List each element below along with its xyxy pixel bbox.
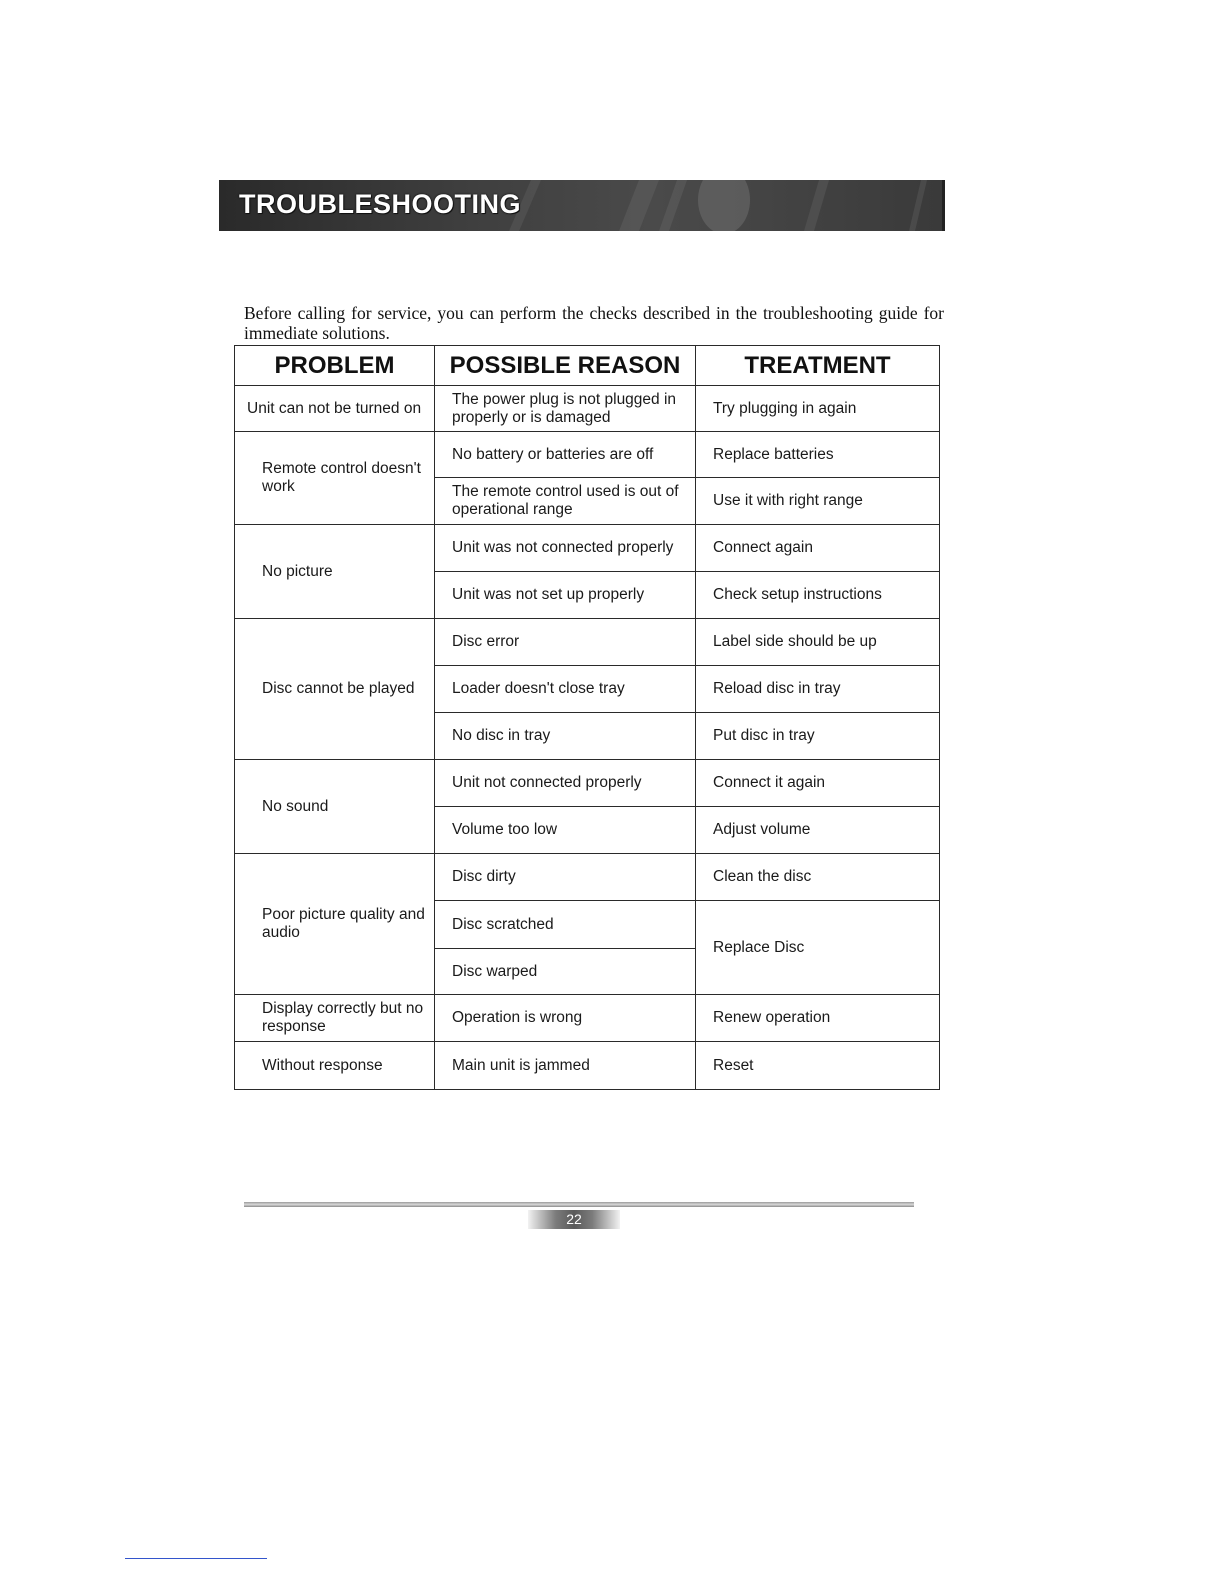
reason-cell: Main unit is jammed [435, 1042, 696, 1090]
reason-cell: Operation is wrong [435, 995, 696, 1042]
problem-cell: Poor picture quality and audio [235, 854, 435, 995]
table-row [235, 760, 940, 807]
reason-cell: No disc in tray [435, 713, 696, 760]
problem-cell: No picture [235, 525, 435, 619]
problem-cell: Display correctly but no response [235, 995, 435, 1042]
table-row [235, 995, 940, 1042]
table-header-row [235, 346, 940, 386]
troubleshooting-table [234, 345, 940, 1090]
reason-cell: Disc error [435, 619, 696, 666]
reason-cell: Unit was not connected properly [435, 525, 696, 572]
problem-cell: Disc cannot be played [235, 619, 435, 760]
footer-divider [244, 1202, 914, 1207]
problem-cell: No sound [235, 760, 435, 854]
treatment-cell: Put disc in tray [696, 713, 940, 760]
reason-cell: Loader doesn't close tray [435, 666, 696, 713]
treatment-cell: Use it with right range [696, 478, 940, 525]
reason-cell: Disc dirty [435, 854, 696, 901]
reason-cell: Disc scratched [435, 901, 696, 949]
treatment-cell: Try plugging in again [696, 386, 940, 432]
treatment-cell: Connect again [696, 525, 940, 572]
treatment-cell: Clean the disc [696, 854, 940, 901]
reason-cell: Volume too low [435, 807, 696, 854]
problem-cell: Remote control doesn't work [235, 432, 435, 525]
page-title: TROUBLESHOOTING [239, 189, 521, 219]
header-treatment: TREATMENT [696, 346, 940, 386]
intro-paragraph: Before calling for service, you can perform the checks described in the troubleshooting guide for immediate solutions. [244, 302, 944, 343]
treatment-cell: Renew operation [696, 995, 940, 1042]
title-banner [219, 180, 945, 231]
reason-cell: Unit was not set up properly [435, 572, 696, 619]
reason-cell: No battery or batteries are off [435, 432, 696, 478]
reason-cell: The power plug is not plugged in properly or is damaged [435, 386, 696, 432]
reason-cell: Disc warped [435, 949, 696, 995]
treatment-cell: Adjust volume [696, 807, 940, 854]
treatment-cell: Check setup instructions [696, 572, 940, 619]
treatment-cell: Reset [696, 1042, 940, 1090]
bottom-underline-decoration [125, 1558, 267, 1559]
header-problem: PROBLEM [235, 346, 435, 386]
problem-cell: Without response [235, 1042, 435, 1090]
problem-cell: Unit can not be turned on [235, 386, 435, 432]
table-row [235, 854, 940, 901]
treatment-cell: Replace Disc [696, 901, 940, 995]
reason-cell: The remote control used is out of operational range [435, 478, 696, 525]
header-possible-reason: POSSIBLE REASON [435, 346, 696, 386]
treatment-cell: Replace batteries [696, 432, 940, 478]
table-row [235, 1042, 940, 1090]
reason-cell: Unit not connected properly [435, 760, 696, 807]
table-row [235, 386, 940, 432]
treatment-cell: Connect it again [696, 760, 940, 807]
treatment-cell: Label side should be up [696, 619, 940, 666]
table-row [235, 619, 940, 666]
page-number: 22 [528, 1210, 620, 1229]
table-row [235, 432, 940, 478]
treatment-cell: Reload disc in tray [696, 666, 940, 713]
table-row [235, 525, 940, 572]
